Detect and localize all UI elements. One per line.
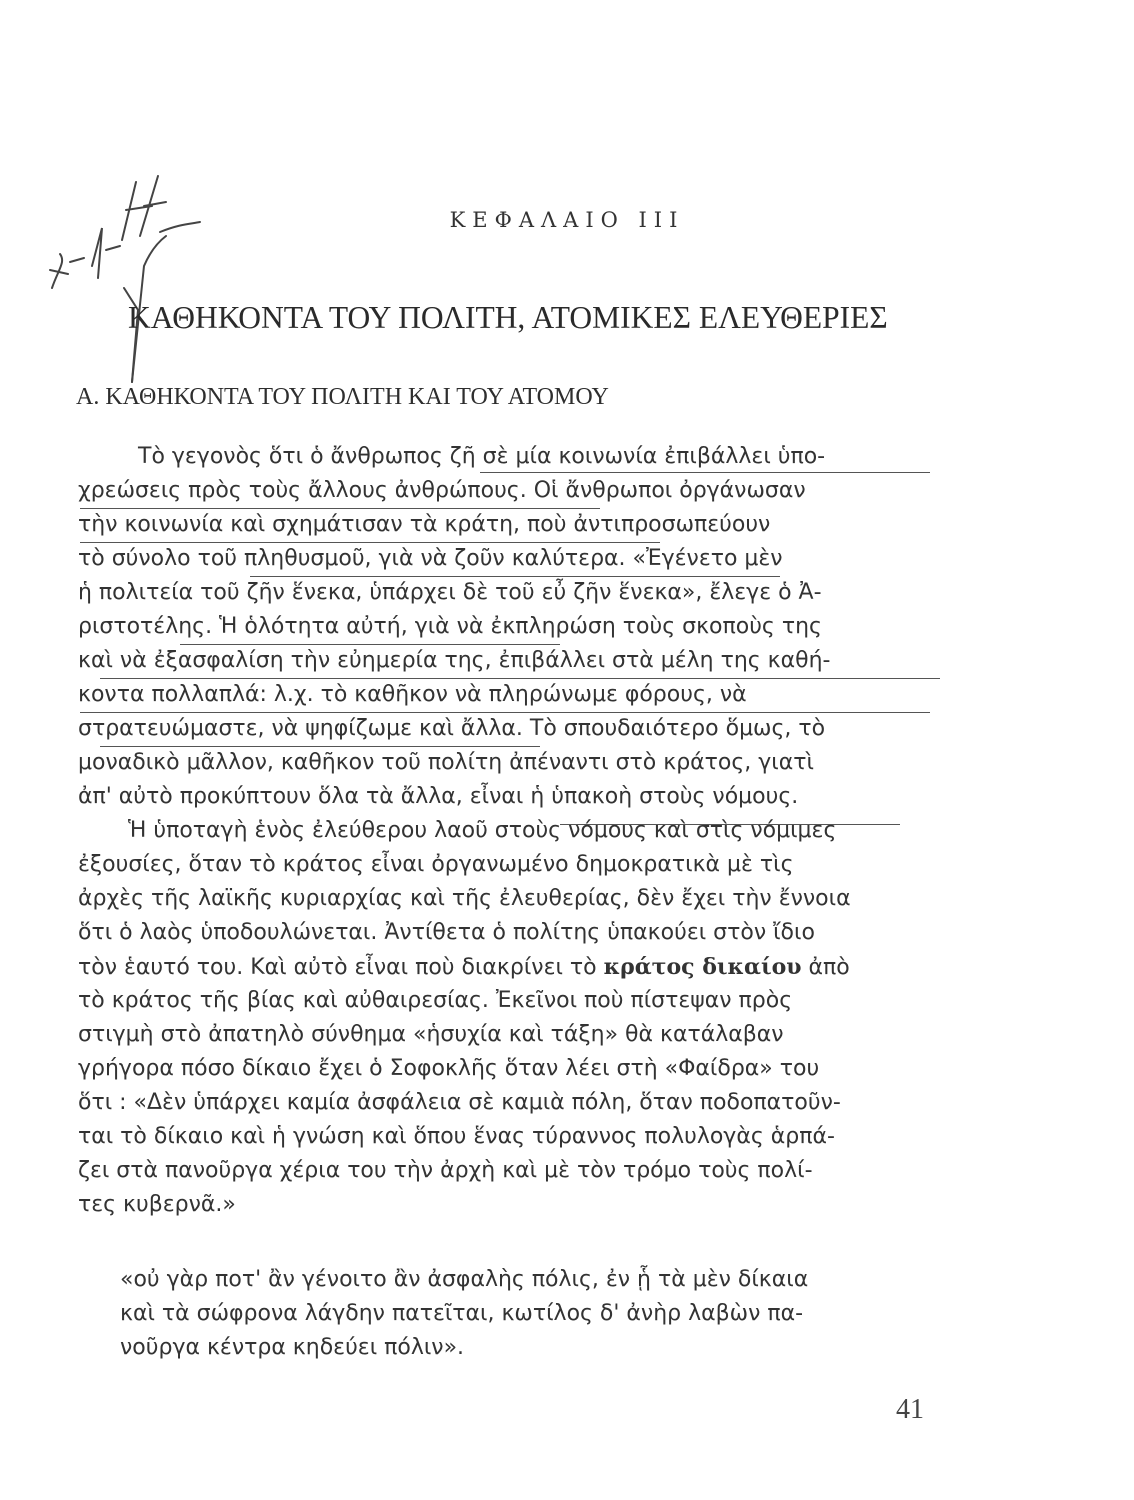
handwritten-underline xyxy=(100,678,940,679)
paragraph1-line: κοντα πολλαπλά: λ.χ. τὸ καθῆκον νὰ πληρώνωμε φόρους, νὰ xyxy=(78,682,747,707)
page-number: 41 xyxy=(896,1394,924,1425)
paragraph2-line: ζει στὰ πανοῦργα χέρια του τὴν ἀρχὴ καὶ μὲ τὸν τρόμο τοὺς πολί- xyxy=(78,1158,813,1183)
paragraph1-line: μοναδικὸ μᾶλλον, καθῆκον τοῦ πολίτη ἀπέναντι στὸ κράτος, γιατὶ xyxy=(78,750,814,775)
handwritten-underline xyxy=(180,644,560,645)
paragraph1-line: στρατευώμαστε, νὰ ψηφίζωμε καὶ ἄλλα. Τὸ σπουδαιότερο ὅμως, τὸ xyxy=(78,716,826,741)
chapter-title: ΚΑΘΗΚΟΝΤΑ ΤΟΥ ΠΟΛΙΤΗ, ΑΤΟΜΙΚΕΣ ΕΛΕΥΘΕΡΙΕΣ xyxy=(128,300,888,335)
quote-line: νοῦργα κέντρα κηδεύει πόλιν». xyxy=(120,1335,465,1360)
paragraph2-line: ὅτι ὁ λαὸς ὑποδουλώνεται. Ἀντίθετα ὁ πολίτης ὑπακούει στὸν ἴδιο xyxy=(78,920,815,945)
paragraph1-line: χρεώσεις πρὸς τοὺς ἄλλους ἀνθρώπους. Οἱ ἄνθρωποι ὀργάνωσαν xyxy=(78,478,806,503)
paragraph2-line: γρήγορα πόσο δίκαιο ἔχει ὁ Σοφοκλῆς ὅταν λέει στὴ «Φαίδρα» του xyxy=(78,1056,820,1081)
paragraph1-line: τὴν κοινωνία καὶ σχημάτισαν τὰ κράτη, ποὺ ἀντιπροσωπεύουν xyxy=(78,512,771,537)
ancient-greek-quote xyxy=(120,1262,940,1364)
paragraph1-line: ἀπ' αὐτὸ προκύπτουν ὅλα τὰ ἄλλα, εἶναι ἡ ὑπακοὴ στοὺς νόμους. xyxy=(78,784,799,809)
handwritten-underline xyxy=(250,576,780,577)
paragraph1-line: καὶ νὰ ἐξασφαλίση τὴν εὐημερία της, ἐπιβάλλει στὰ μέλη της καθή- xyxy=(78,648,831,673)
handwritten-underline xyxy=(80,542,660,543)
paragraph1-line: ριστοτέλης. Ἡ ὁλότητα αὐτή, γιὰ νὰ ἐκπληρώση τοὺς σκοποὺς της xyxy=(78,614,822,639)
paragraph2-line: Ἡ ὑποταγὴ ἑνὸς ἐλεύθερου λαοῦ στοὺς νόμους καὶ στὶς νόμιμες xyxy=(128,818,837,843)
paragraph2-line: ὅτι : «Δὲν ὑπάρχει καμία ἀσφάλεια σὲ καμιὰ πόλη, ὅταν ποδοπατοῦν- xyxy=(78,1090,841,1115)
handwritten-underline xyxy=(80,712,930,713)
paragraph1-line: τὸ σύνολο τοῦ πληθυσμοῦ, γιὰ νὰ ζοῦν καλύτερα. «Ἐγένετο μὲν xyxy=(78,546,783,571)
handwritten-underline xyxy=(80,508,600,509)
body-text xyxy=(78,440,938,1222)
handwritten-underline xyxy=(100,746,540,747)
paragraph2-line: ἐξουσίες, ὅταν τὸ κράτος εἶναι ὀργανωμένο δημοκρατικὰ μὲ τὶς xyxy=(78,852,794,877)
paragraph2-line: τὸ κράτος τῆς βίας καὶ αὐθαιρεσίας. Ἐκεῖνοι ποὺ πίστεψαν πρὸς xyxy=(78,988,793,1013)
paragraph2-line: ἀρχὲς τῆς λαϊκῆς κυριαρχίας καὶ τῆς ἐλευθερίας, δὲν ἔχει τὴν ἔννοια xyxy=(78,886,851,911)
paragraph2-line: τὸν ἑαυτό του. Καὶ αὐτὸ εἶναι ποὺ διακρίνει τὸ κράτος δικαίου ἀπὸ xyxy=(78,954,850,980)
quote-line: «οὐ γὰρ ποτ' ἂν γένοιτο ἂν ἀσφαλὴς πόλις, ἐν ᾗ τὰ μὲν δίκαια xyxy=(120,1267,809,1292)
paragraph2-line: τες κυβερνᾶ.» xyxy=(78,1192,236,1217)
paragraph2-line: στιγμὴ στὸ ἀπατηλὸ σύνθημα «ἡσυχία καὶ τάξη» θὰ κατάλαβαν xyxy=(78,1022,784,1047)
handwritten-underline xyxy=(560,824,900,825)
chapter-heading: ΚΕΦΑΛΑΙΟ III xyxy=(449,208,685,232)
quote-line: καὶ τὰ σώφρονα λάγδην πατεῖται, κωτίλος δ' ἀνὴρ λαβὼν πα- xyxy=(120,1301,804,1326)
bold-phrase: κράτος δικαίου xyxy=(603,954,802,980)
paragraph2-line: ται τὸ δίκαιο καὶ ἡ γνώση καὶ ὅπου ἕνας τύραννος πολυλογὰς ἁρπά- xyxy=(78,1124,835,1149)
paragraph1-line: ἡ πολιτεία τοῦ ζῆν ἕνεκα, ὑπάρχει δὲ τοῦ εὖ ζῆν ἕνεκα», ἔλεγε ὁ Ἀ- xyxy=(78,580,822,605)
paragraph1-line: Τὸ γεγονὸς ὅτι ὁ ἄνθρωπος ζῆ σὲ μία κοινωνία ἐπιβάλλει ὑπο- xyxy=(138,444,826,469)
section-heading: Α. ΚΑΘΗΚΟΝΤΑ ΤΟΥ ΠΟΛΙΤΗ ΚΑΙ ΤΟΥ ΑΤΟΜΟΥ xyxy=(76,384,609,410)
handwritten-annotation xyxy=(40,170,240,390)
handwritten-underline xyxy=(480,472,930,473)
